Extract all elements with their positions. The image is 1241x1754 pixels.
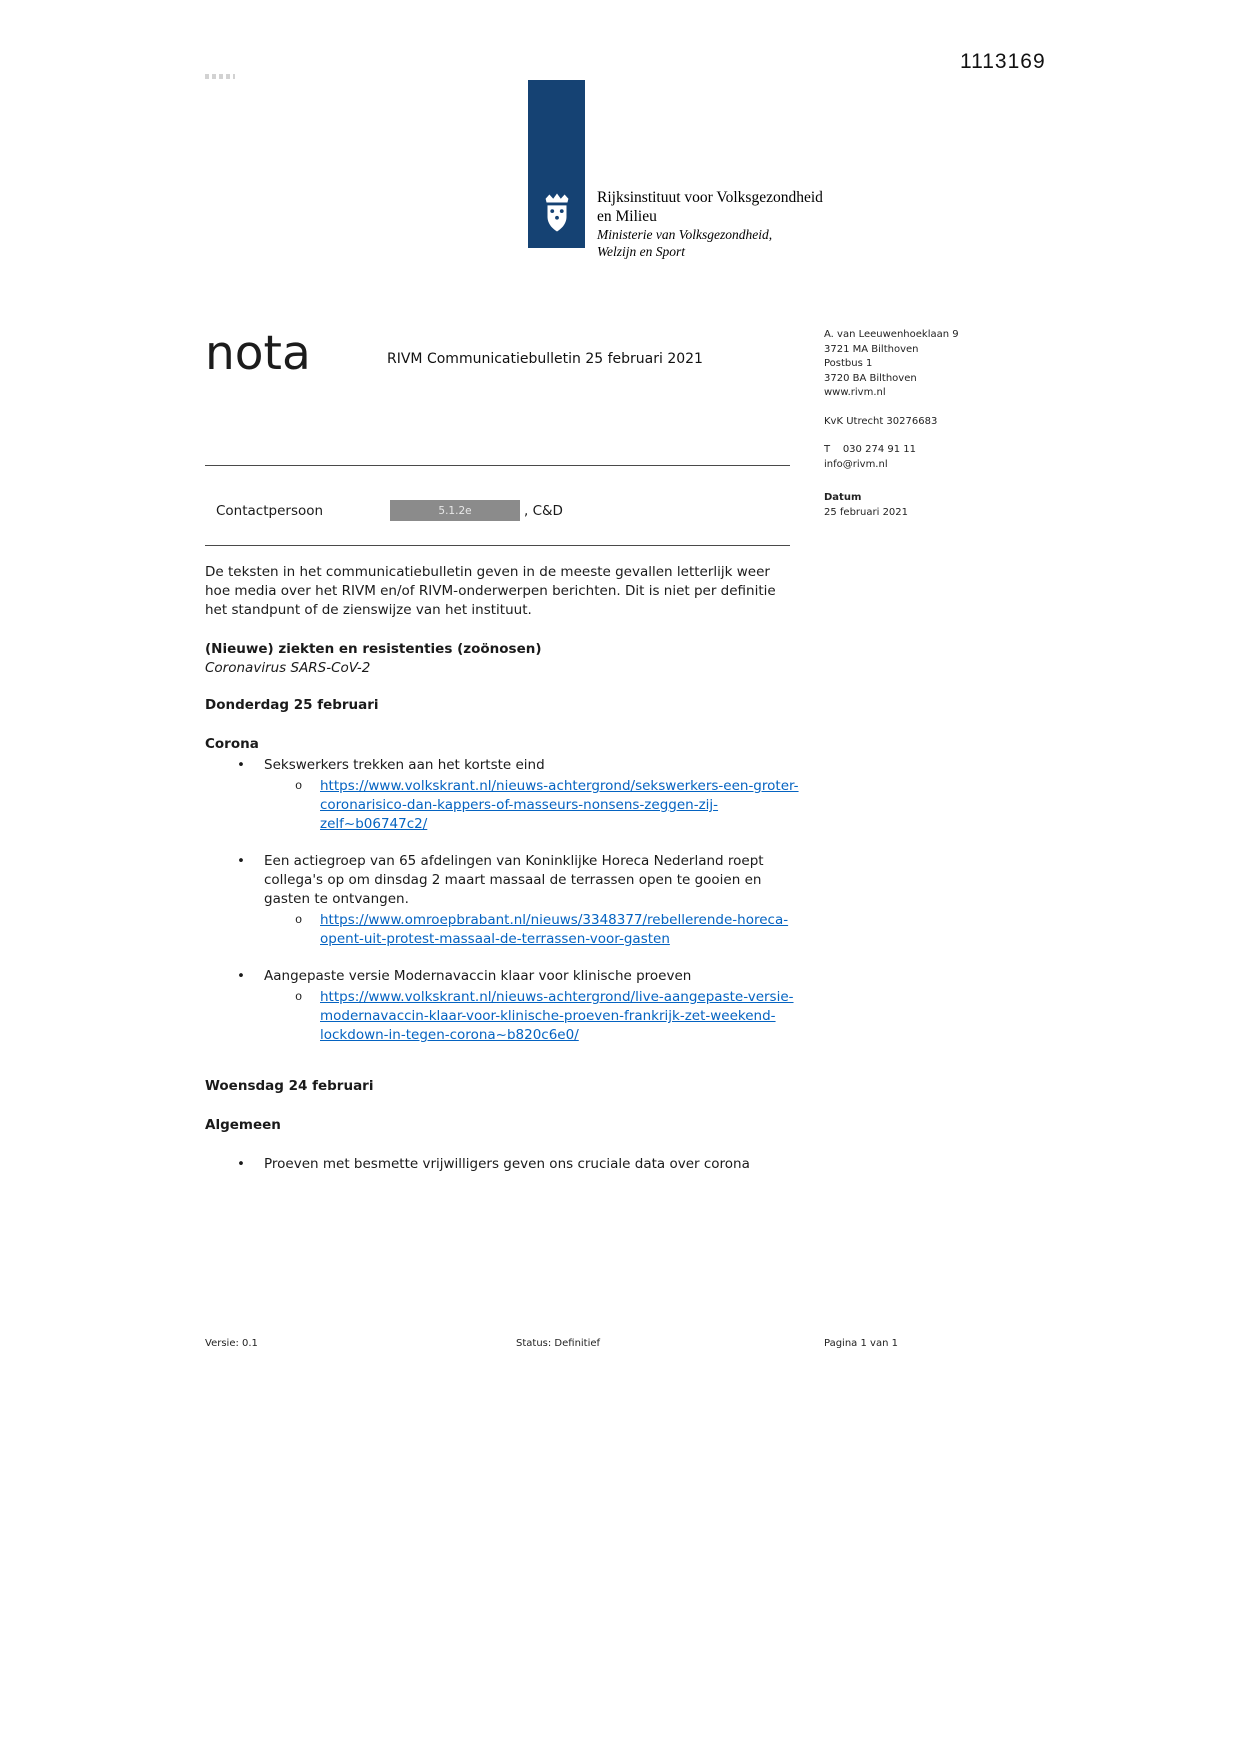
section-subtitle: Coronavirus SARS-CoV-2: [205, 660, 371, 676]
category-heading-algemeen: Algemeen: [205, 1117, 281, 1133]
day-heading-thursday: Donderdag 25 februari: [205, 697, 379, 713]
category-heading-corona: Corona: [205, 736, 259, 752]
address-block: [824, 328, 1014, 520]
divider-top: [205, 465, 790, 466]
address-line: Postbus 1: [824, 358, 873, 369]
logo-ministry-line1: Ministerie van Volksgezondheid,: [597, 227, 773, 242]
news-item-text: Aangepaste versie Modernavaccin klaar voor klinische proeven: [264, 968, 692, 984]
news-item-text: Sekswerkers trekken aan het kortste eind: [264, 757, 545, 773]
address-line: 3720 BA Bilthoven: [824, 372, 917, 384]
kvk-number: KvK Utrecht 30276683: [824, 415, 938, 427]
bullet-icon: •: [237, 968, 245, 984]
datum-label: Datum: [824, 492, 862, 503]
news-link[interactable]: https://www.volkskrant.nl/nieuws-achtergrond/live-aangepaste-versie-modernavaccin-klaar-voor-klinische-proeven-frankrijk-zet-weekend-lockdown-in-tegen-corona~b820c6e0/: [320, 989, 794, 1043]
divider-bottom: [205, 545, 790, 546]
redaction-box: 5.1.2e: [390, 500, 520, 521]
news-link[interactable]: https://www.volkskrant.nl/nieuws-achtergrond/sekswerkers-een-groter-coronarisico-dan-kappers-of-masseurs-nonsens-zeggen-zij-zelf~b06747c2/: [320, 778, 799, 832]
list-item: [205, 756, 817, 834]
section-heading: (Nieuwe) ziekten en resistenties (zoönosen): [205, 641, 542, 657]
list-item: [205, 852, 817, 949]
address-line: A. van Leeuwenhoeklaan 9: [824, 329, 959, 340]
logo-org-line1: Rijksinstituut voor Volksgezondheid: [597, 189, 823, 206]
contact-row: [216, 500, 563, 521]
bullet-icon: •: [237, 757, 245, 773]
list-item: [205, 967, 817, 1045]
logo-wordmark: [597, 188, 823, 260]
coat-of-arms-icon: [538, 192, 576, 234]
day-heading-wednesday: Woensdag 24 februari: [205, 1078, 374, 1094]
bullet-icon: •: [237, 853, 245, 869]
news-link[interactable]: https://www.omroepbrabant.nl/nieuws/3348377/rebellerende-horeca-opent-uit-protest-massaal-de-terrassen-voor-gasten: [320, 912, 789, 947]
news-list-thursday: [205, 756, 817, 1045]
sub-bullet-icon: o: [295, 990, 303, 1004]
footer-page-number: Pagina 1 van 1: [824, 1338, 898, 1349]
bulletin-body: [205, 563, 817, 1192]
contact-suffix: , C&D: [524, 502, 563, 519]
contact-label: Contactpersoon: [216, 502, 324, 519]
sub-bullet-icon: o: [295, 779, 303, 793]
news-list-wednesday: [205, 1155, 817, 1174]
news-item-text: Proeven met besmette vrijwilligers geven ons cruciale data over corona: [264, 1156, 750, 1172]
logo-ministry-line2: Welzijn en Sport: [597, 244, 686, 259]
nota-title: nota: [205, 326, 311, 381]
bullet-icon: •: [237, 1156, 245, 1172]
phone-number: T 030 274 91 11: [824, 444, 916, 455]
email-text: info@rivm.nl: [824, 458, 888, 470]
logo-org-line2: en Milieu: [597, 208, 657, 225]
footer-version: Versie: 0.1: [205, 1338, 258, 1349]
logo-blue-bar: [528, 80, 585, 248]
document-number: 1113169: [960, 50, 1046, 73]
bulletin-title: RIVM Communicatiebulletin 25 februari 2021: [387, 351, 703, 367]
footer-status: Status: Definitief: [516, 1338, 601, 1349]
datum-value: 25 februari 2021: [824, 506, 909, 518]
news-item-text: Een actiegroep van 65 afdelingen van Koninklijke Horeca Nederland roept collega's op om dinsdag 2 maart massaal de terrassen open te gooien en gasten te ontvangen.: [264, 853, 764, 907]
sub-bullet-icon: o: [295, 913, 303, 927]
list-item: [205, 1155, 817, 1174]
address-line: 3721 MA Bilthoven: [824, 343, 919, 355]
intro-paragraph: De teksten in het communicatiebulletin geven in de meeste gevallen letterlijk weer hoe media over het RIVM en/of RIVM-onderwerpen berichten. Dit is niet per definitie het standpunt of de zienswijze van het instituut.: [205, 564, 776, 618]
scan-artifact: [205, 74, 235, 79]
website-text: www.rivm.nl: [824, 387, 886, 398]
